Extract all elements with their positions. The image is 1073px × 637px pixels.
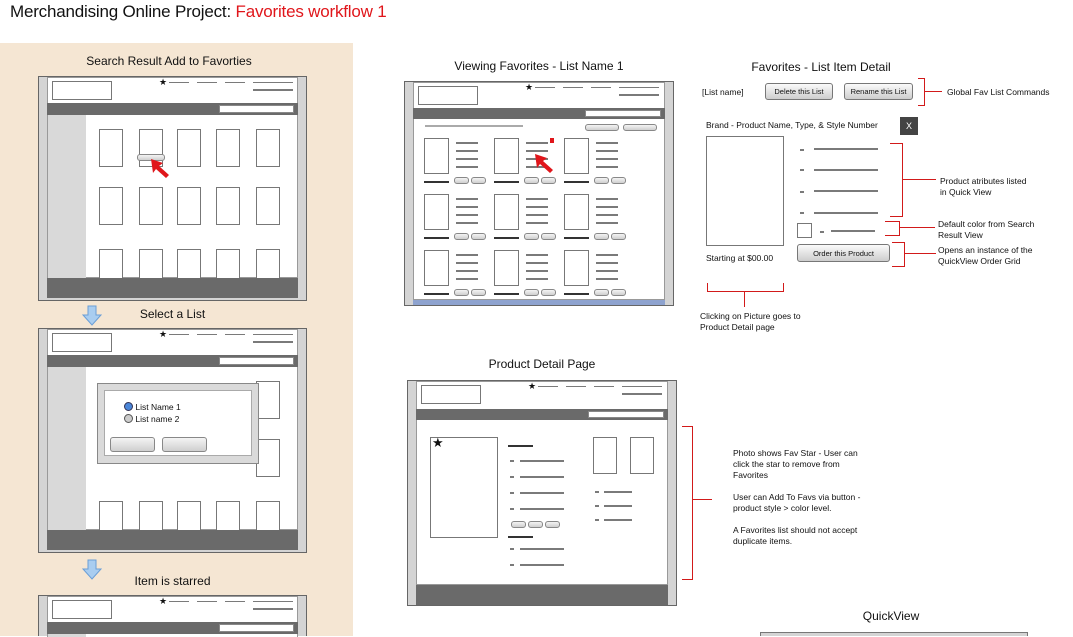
color-swatch[interactable]: [797, 223, 812, 238]
brand-line: Brand - Product Name, Type, & Style Number: [706, 120, 878, 130]
note-pdp-line2: click the star to remove from: [733, 459, 840, 469]
page-title: [10, 2, 386, 22]
bracket-global-commands: [918, 78, 925, 106]
list-item-detail-label: Favorites - List Item Detail: [751, 60, 891, 74]
dialog-button-2[interactable]: [162, 437, 207, 452]
star-icon: ★: [159, 329, 168, 339]
close-button[interactable]: X: [900, 117, 918, 135]
rename-list-button[interactable]: Rename this List: [844, 83, 913, 100]
star-icon: ★: [159, 77, 168, 87]
quickview-label: QuickView: [862, 609, 920, 623]
product-image[interactable]: [706, 136, 784, 246]
cursor-arrow-icon: [149, 157, 173, 179]
list-option-1[interactable]: List Name 1: [124, 402, 181, 412]
note-clicking-line1: Clicking on Picture goes to: [700, 311, 801, 321]
viewing-favorites-label: Viewing Favorites - List Name 1: [454, 59, 624, 73]
note-pdp-line6: A Favorites list should not accept: [733, 525, 858, 535]
dialog-button-1[interactable]: [110, 437, 155, 452]
select-list-dialog: [97, 383, 259, 464]
note-pdp: [733, 448, 860, 547]
bracket-clicking: [707, 283, 784, 292]
cursor-arrow-icon: [533, 152, 557, 174]
note-pdp-line3: Favorites: [733, 470, 768, 480]
order-product-button[interactable]: Order this Product: [797, 244, 890, 262]
note-attributes-line1: Product atributes listed: [940, 176, 1027, 186]
connector-line: [902, 179, 936, 180]
delete-list-button[interactable]: Delete this List: [765, 83, 833, 100]
connector-line: [924, 91, 942, 92]
step1-wireframe: [38, 76, 307, 301]
step3-wireframe: [38, 595, 307, 636]
list-name-label: [List name]: [702, 87, 744, 97]
quickview-wireframe: [760, 632, 1028, 636]
step3-label: Item is starred: [134, 574, 211, 588]
note-opens-line2: QuickView Order Grid: [938, 256, 1021, 266]
product-detail-label: Product Detail Page: [488, 357, 596, 371]
price-label: Starting at $00.00: [706, 253, 774, 263]
note-attributes: [940, 176, 1026, 198]
star-icon: ★: [159, 596, 168, 606]
bracket-default-color: [885, 221, 900, 236]
step2-wireframe: [38, 328, 307, 553]
note-default-color-line1: Default color from Search: [938, 219, 1035, 229]
fav-star-icon[interactable]: ★: [432, 435, 444, 450]
step1-label: Search Result Add to Favorties: [86, 54, 252, 68]
step2-label: Select a List: [139, 307, 206, 321]
radio-unselected-icon[interactable]: [124, 414, 133, 423]
star-icon: ★: [525, 82, 534, 92]
product-detail-wireframe: [407, 380, 677, 606]
note-clicking-line2: Product Detail page: [700, 322, 775, 332]
note-global-commands: Global Fav List Commands: [947, 87, 1050, 97]
note-clicking: [700, 311, 801, 333]
note-default-color: [938, 219, 1034, 241]
bracket-attributes: [890, 143, 903, 217]
note-attributes-line2: in Quick View: [940, 187, 992, 197]
bracket-opens: [892, 242, 905, 267]
connector-line: [744, 291, 745, 307]
radio-selected-icon[interactable]: [124, 402, 133, 411]
viewing-favorites-wireframe: [404, 81, 674, 306]
note-pdp-line1: Photo shows Fav Star - User can: [733, 448, 858, 458]
note-opens: [938, 245, 1033, 267]
note-pdp-line7: duplicate items.: [733, 536, 793, 546]
note-pdp-line5: product style > color level.: [733, 503, 832, 513]
note-pdp-line4: User can Add To Favs via button -: [733, 492, 861, 502]
star-icon: ★: [528, 381, 537, 391]
pdp-photo[interactable]: [430, 437, 498, 538]
connector-line: [904, 253, 936, 254]
bracket-pdp: [682, 426, 693, 580]
note-opens-line1: Opens an instance of the: [938, 245, 1033, 255]
title-highlight: Favorites workflow 1: [235, 2, 387, 21]
title-prefix: Merchandising Online Project:: [10, 2, 231, 21]
connector-line: [692, 499, 712, 500]
list-option-2[interactable]: List name 2: [124, 414, 179, 424]
connector-line: [899, 227, 935, 228]
note-default-color-line2: Result View: [938, 230, 983, 240]
